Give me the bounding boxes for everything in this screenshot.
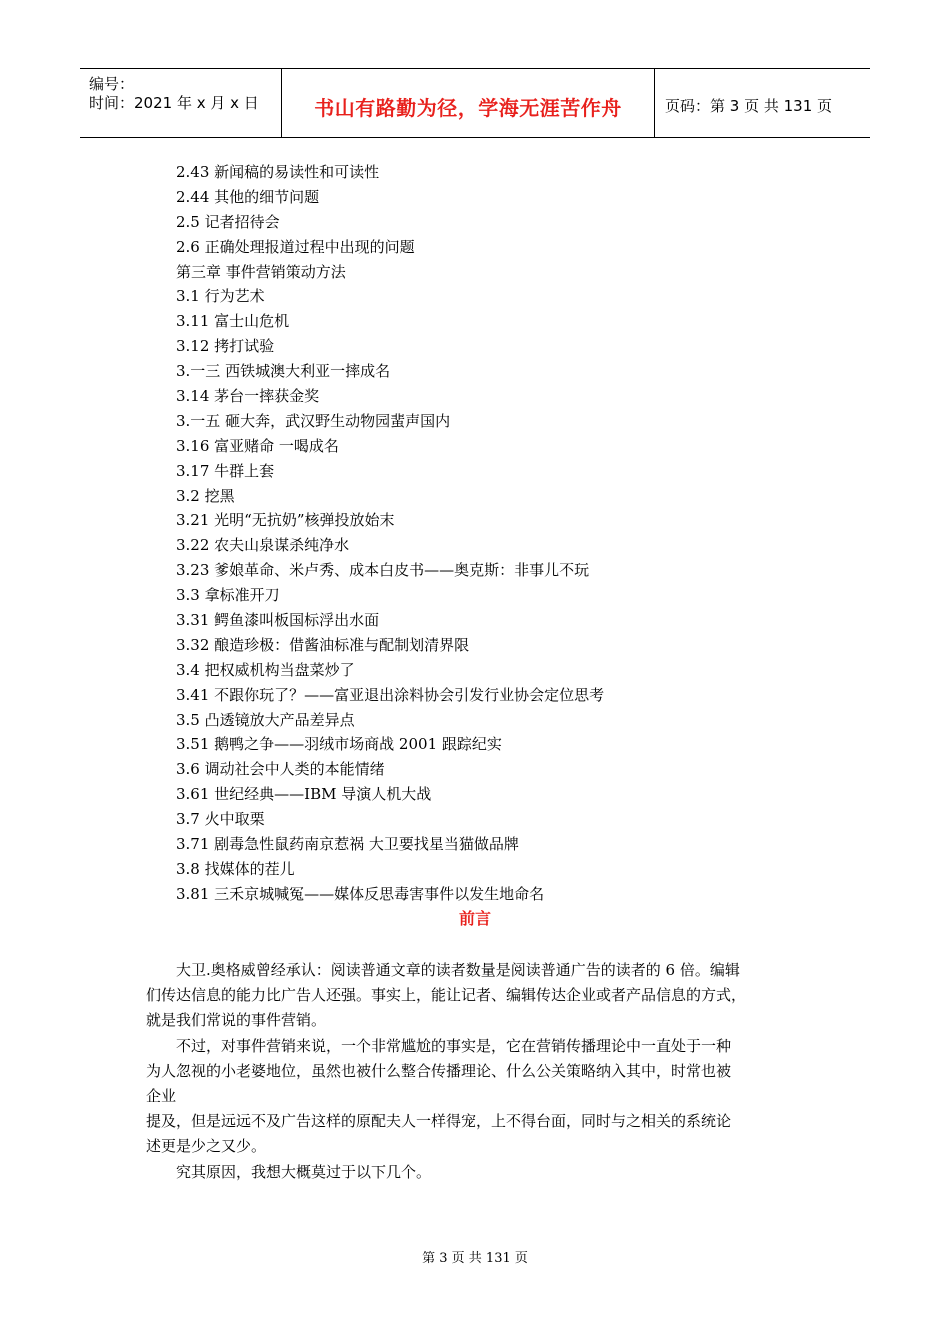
toc-chapter-heading: 第三章 事件营销策动方法 [176, 262, 346, 281]
body-line: 究其原因，我想大概莫过于以下几个。 [176, 1162, 432, 1181]
toc-item: 3.61 世纪经典——IBM 导演人机大战 [176, 785, 432, 804]
body-line: 企业 [146, 1086, 177, 1105]
preface-heading: 前言 [458, 909, 491, 928]
body-line: 提及，但是远远不及广告这样的原配夫人一样得宠，上不得台面，同时与之相关的系统论 [146, 1112, 732, 1131]
toc-item: 3.6 调动社会中人类的本能情绪 [176, 760, 385, 779]
toc-item: 2.5 记者招待会 [176, 212, 280, 231]
toc-item: 2.44 其他的细节问题 [176, 187, 320, 206]
toc-item: 3.5 凸透镜放大产品差异点 [176, 710, 355, 729]
body-line: 大卫.奥格威曾经承认：阅读普通文章的读者数量是阅读普通广告的读者的 6 倍。编辑 [176, 961, 740, 979]
preface-body [146, 958, 806, 1185]
toc-item: 3.32 酿造珍极：借酱油标准与配制划清界限 [176, 635, 470, 654]
header-motto: 书山有路勤为径，学海无涯苦作舟 [314, 96, 622, 120]
body-line: 们传达信息的能力比广告人还强。事实上，能让记者、编辑传达企业或者产品信息的方式， [146, 986, 747, 1005]
header-motto-cell [282, 69, 655, 137]
toc-item: 3.31 鳄鱼漆叫板国标浮出水面 [176, 611, 380, 630]
body-line: 述更是少之又少。 [146, 1137, 267, 1156]
toc-item: 3.41 不跟你玩了？——富亚退出涂料协会引发行业协会定位思考 [176, 685, 605, 704]
toc-item: 3.一三 西铁城澳大利亚一摔成名 [176, 362, 391, 381]
toc-item: 3.8 找媒体的茬儿 [176, 859, 295, 878]
toc-item: 3.14 茅台一摔获金奖 [176, 387, 320, 406]
header-page-cell [655, 69, 870, 137]
toc-item: 2.6 正确处理报道过程中出现的问题 [176, 237, 415, 256]
toc-item: 3.一五 砸大奔，武汉野生动物园蜚声国内 [176, 411, 451, 430]
header-meta-cell [80, 69, 282, 137]
document-number-label: 编号： [89, 75, 135, 93]
toc-item: 2.43 新闻稿的易读性和可读性 [176, 163, 380, 181]
table-of-contents [176, 160, 604, 907]
document-date-label: 时间：2021 年 x 月 x 日 [89, 94, 259, 112]
toc-item: 3.23 爹娘革命、米卢秀、成本白皮书——奥克斯：非事儿不玩 [176, 561, 590, 580]
toc-item: 3.11 富士山危机 [176, 312, 290, 331]
page-header [80, 68, 870, 138]
toc-item: 3.22 农夫山泉谋杀纯净水 [176, 536, 350, 555]
toc-item: 3.12 拷打试验 [176, 337, 275, 356]
page-footer: 第 3 页 共 131 页 [422, 1251, 528, 1266]
toc-item: 3.81 三禾京城喊冤——媒体反思毒害事件以发生地命名 [176, 884, 545, 903]
toc-item: 3.4 把权威机构当盘菜炒了 [176, 660, 355, 679]
toc-item: 3.71 剧毒急性鼠药南京惹祸 大卫要找星当猫做品牌 [176, 835, 519, 854]
toc-item: 3.7 火中取栗 [176, 810, 265, 829]
body-line: 为人忽视的小老婆地位，虽然也被什么整合传播理论、什么公关策略纳入其中，时常也被 [146, 1061, 732, 1080]
body-line: 不过，对事件营销来说，一个非常尴尬的事实是，它在营销传播理论中一直处于一种 [176, 1036, 732, 1055]
toc-item: 3.51 鹅鸭之争——羽绒市场商战 2001 跟踪纪实 [176, 735, 502, 754]
toc-item: 3.16 富亚赌命 一喝成名 [176, 436, 339, 455]
header-page-info: 页码：第 3 页 共 131 页 [665, 97, 833, 115]
toc-item: 3.1 行为艺术 [176, 287, 265, 306]
toc-item: 3.21 光明“无抗奶”核弹投放始末 [176, 511, 395, 530]
toc-item: 3.17 牛群上套 [176, 461, 275, 480]
body-line: 就是我们常说的事件营销。 [146, 1011, 327, 1030]
toc-item: 3.2 挖黑 [176, 486, 235, 505]
toc-item: 3.3 拿标准开刀 [176, 586, 280, 605]
